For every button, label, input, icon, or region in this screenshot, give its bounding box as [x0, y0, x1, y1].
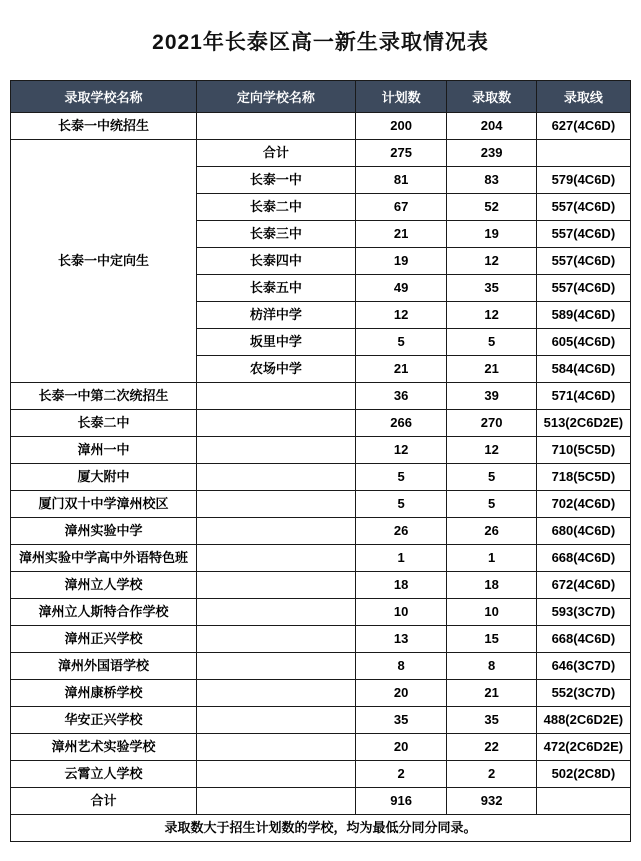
table-cell: 22	[447, 734, 536, 761]
table-cell	[197, 707, 356, 734]
header-row	[11, 81, 631, 113]
table-row	[11, 788, 631, 815]
table-cell	[197, 626, 356, 653]
table-cell: 5	[447, 464, 536, 491]
table-cell	[197, 410, 356, 437]
directed-school-cell: 长泰三中	[197, 221, 356, 248]
table-row	[11, 761, 631, 788]
table-cell: 35	[355, 707, 447, 734]
table-body	[11, 113, 631, 842]
table-cell: 680(4C6D)	[536, 518, 630, 545]
school-name-cell: 漳州实验中学高中外语特色班	[11, 545, 197, 572]
footer-note: 录取数大于招生计划数的学校，均为最低分同分同录。	[11, 815, 631, 842]
table-cell: 557(4C6D)	[536, 248, 630, 275]
table-row	[11, 140, 631, 167]
table-row	[11, 653, 631, 680]
table-cell: 13	[355, 626, 447, 653]
table-cell: 646(3C7D)	[536, 653, 630, 680]
table-row	[11, 599, 631, 626]
table-cell: 557(4C6D)	[536, 275, 630, 302]
table-cell: 21	[355, 221, 447, 248]
table-cell: 266	[355, 410, 447, 437]
table-cell: 672(4C6D)	[536, 572, 630, 599]
table-cell: 18	[355, 572, 447, 599]
table-cell: 39	[447, 383, 536, 410]
table-cell	[197, 491, 356, 518]
table-cell: 552(3C7D)	[536, 680, 630, 707]
column-header: 录取数	[447, 81, 536, 113]
table-cell	[197, 680, 356, 707]
table-cell: 83	[447, 167, 536, 194]
table-cell	[536, 140, 630, 167]
table-cell: 5	[355, 491, 447, 518]
table-cell: 557(4C6D)	[536, 194, 630, 221]
table-header	[11, 81, 631, 113]
school-name-cell: 漳州艺术实验学校	[11, 734, 197, 761]
table-cell: 5	[447, 491, 536, 518]
table-row	[11, 626, 631, 653]
directed-school-cell: 农场中学	[197, 356, 356, 383]
school-name-cell: 漳州康桥学校	[11, 680, 197, 707]
table-cell: 36	[355, 383, 447, 410]
table-cell: 579(4C6D)	[536, 167, 630, 194]
table-cell: 627(4C6D)	[536, 113, 630, 140]
table-cell: 26	[447, 518, 536, 545]
table-row	[11, 113, 631, 140]
school-name-cell: 厦大附中	[11, 464, 197, 491]
table-cell: 5	[355, 329, 447, 356]
table-row	[11, 734, 631, 761]
school-name-cell: 漳州立人学校	[11, 572, 197, 599]
table-cell: 21	[447, 356, 536, 383]
table-cell: 67	[355, 194, 447, 221]
admission-table	[10, 80, 631, 842]
table-row	[11, 572, 631, 599]
table-cell: 204	[447, 113, 536, 140]
school-name-cell: 云霄立人学校	[11, 761, 197, 788]
directed-school-cell: 长泰五中	[197, 275, 356, 302]
table-cell: 571(4C6D)	[536, 383, 630, 410]
table-row	[11, 491, 631, 518]
table-cell: 502(2C8D)	[536, 761, 630, 788]
school-name-cell: 长泰一中统招生	[11, 113, 197, 140]
school-name-cell: 厦门双十中学漳州校区	[11, 491, 197, 518]
school-name-cell: 漳州一中	[11, 437, 197, 464]
table-cell: 20	[355, 734, 447, 761]
table-cell: 21	[355, 356, 447, 383]
school-name-cell: 漳州实验中学	[11, 518, 197, 545]
table-cell	[197, 437, 356, 464]
school-name-cell: 漳州外国语学校	[11, 653, 197, 680]
total-label-cell: 合计	[11, 788, 197, 815]
table-cell: 21	[447, 680, 536, 707]
table-cell: 710(5C5D)	[536, 437, 630, 464]
table-cell: 18	[447, 572, 536, 599]
table-row	[11, 437, 631, 464]
table-cell: 1	[355, 545, 447, 572]
table-row	[11, 680, 631, 707]
table-cell	[197, 464, 356, 491]
table-cell: 2	[447, 761, 536, 788]
table-cell	[197, 653, 356, 680]
table-cell: 605(4C6D)	[536, 329, 630, 356]
table-cell	[197, 572, 356, 599]
table-cell: 275	[355, 140, 447, 167]
table-cell: 19	[355, 248, 447, 275]
school-name-cell: 长泰一中定向生	[11, 140, 197, 383]
directed-school-cell: 长泰四中	[197, 248, 356, 275]
column-header: 定向学校名称	[197, 81, 356, 113]
table-cell: 15	[447, 626, 536, 653]
table-cell: 668(4C6D)	[536, 626, 630, 653]
table-cell: 5	[447, 329, 536, 356]
table-cell: 589(4C6D)	[536, 302, 630, 329]
table-cell: 557(4C6D)	[536, 221, 630, 248]
table-cell: 12	[355, 302, 447, 329]
table-row	[11, 545, 631, 572]
table-cell: 12	[355, 437, 447, 464]
table-cell: 8	[447, 653, 536, 680]
table-cell: 10	[447, 599, 536, 626]
table-row	[11, 464, 631, 491]
table-cell: 12	[447, 437, 536, 464]
table-cell: 2	[355, 761, 447, 788]
table-cell	[536, 788, 630, 815]
school-name-cell: 长泰一中第二次统招生	[11, 383, 197, 410]
table-cell: 49	[355, 275, 447, 302]
column-header: 录取线	[536, 81, 630, 113]
table-cell: 718(5C5D)	[536, 464, 630, 491]
table-row	[11, 410, 631, 437]
directed-school-cell: 枋洋中学	[197, 302, 356, 329]
table-cell	[197, 518, 356, 545]
table-cell: 5	[355, 464, 447, 491]
table-cell: 513(2C6D2E)	[536, 410, 630, 437]
directed-school-cell	[197, 113, 356, 140]
table-row	[11, 518, 631, 545]
table-cell: 668(4C6D)	[536, 545, 630, 572]
school-name-cell: 华安正兴学校	[11, 707, 197, 734]
directed-school-cell: 长泰一中	[197, 167, 356, 194]
column-header: 录取学校名称	[11, 81, 197, 113]
table-cell: 81	[355, 167, 447, 194]
table-cell: 200	[355, 113, 447, 140]
table-cell: 12	[447, 302, 536, 329]
total-plan-cell: 916	[355, 788, 447, 815]
table-cell: 593(3C7D)	[536, 599, 630, 626]
table-row	[11, 383, 631, 410]
table-cell	[197, 734, 356, 761]
page-title: 2021年长泰区高一新生录取情况表	[152, 31, 489, 54]
table-cell	[197, 545, 356, 572]
table-cell: 8	[355, 653, 447, 680]
directed-school-cell: 长泰二中	[197, 194, 356, 221]
school-name-cell: 漳州立人斯特合作学校	[11, 599, 197, 626]
school-name-cell: 长泰二中	[11, 410, 197, 437]
table-cell: 35	[447, 275, 536, 302]
column-header: 计划数	[355, 81, 447, 113]
table-cell: 1	[447, 545, 536, 572]
table-cell	[197, 761, 356, 788]
table-cell	[197, 599, 356, 626]
table-cell: 270	[447, 410, 536, 437]
directed-school-cell: 坂里中学	[197, 329, 356, 356]
table-cell: 12	[447, 248, 536, 275]
table-cell: 52	[447, 194, 536, 221]
table-cell: 35	[447, 707, 536, 734]
directed-school-cell: 合计	[197, 140, 356, 167]
school-name-cell: 漳州正兴学校	[11, 626, 197, 653]
table-row	[11, 707, 631, 734]
table-cell: 239	[447, 140, 536, 167]
table-cell: 472(2C6D2E)	[536, 734, 630, 761]
table-cell: 584(4C6D)	[536, 356, 630, 383]
table-cell: 26	[355, 518, 447, 545]
table-cell: 20	[355, 680, 447, 707]
table-cell: 10	[355, 599, 447, 626]
table-cell	[197, 788, 356, 815]
table-cell: 19	[447, 221, 536, 248]
table-cell: 488(2C6D2E)	[536, 707, 630, 734]
table-row	[11, 815, 631, 842]
table-cell: 702(4C6D)	[536, 491, 630, 518]
table-cell	[197, 383, 356, 410]
total-admitted-cell: 932	[447, 788, 536, 815]
